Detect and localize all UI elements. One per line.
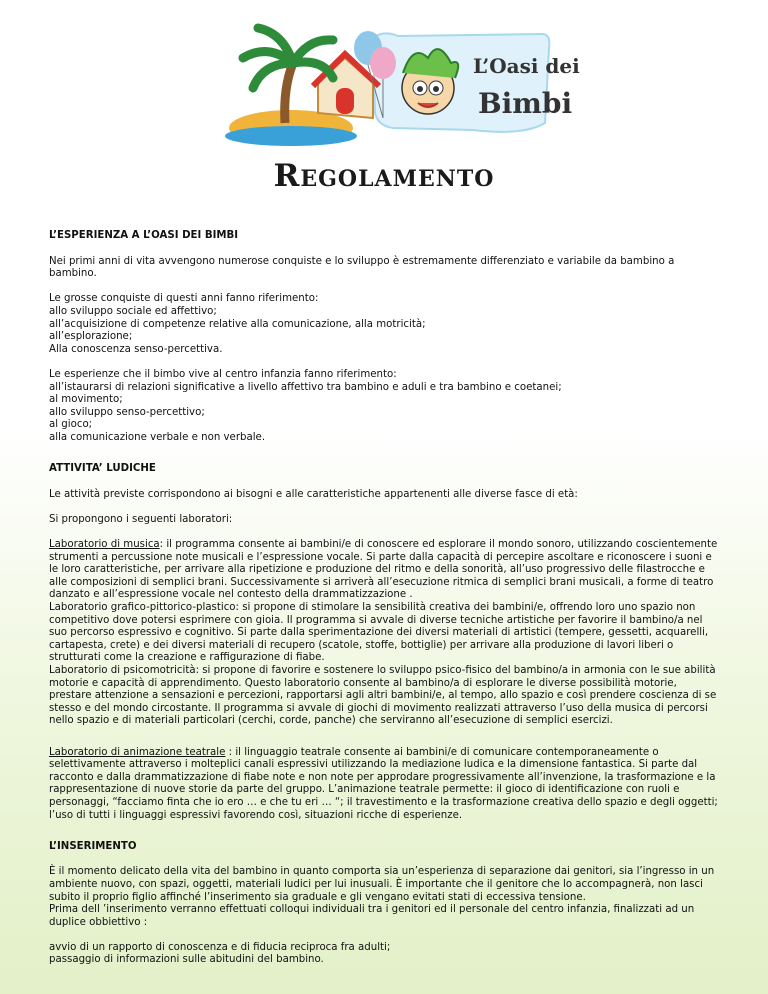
page-title: Regolamento (273, 158, 495, 194)
list-esperienze (49, 369, 721, 445)
list-line: alla comunicazione verbale e non verbale. (49, 431, 266, 443)
lab-grafico-text: Laboratorio grafico-pittorico-plastico: si propone di stimolare la sensibilità creativa dei bambini/e, offrendo loro uno spazio non competitivo dove potersi esprimere con gioia. Il programma si avvale di diverse tecniche artistiche per favorire il bambino/a nel suo percorso espressivo e cognitivo. Si parte dalla sperimentazione dei diversi materiali di artistici (tempere, gessetti, acquarelli, cartapesta, crete) e dei diversi materiali di recupero (scatole, stoffe, bottiglie) per arrivare alla produzione di lavori liberi o strutturati come la creazione e raffigurazione di fiabe. (49, 602, 709, 664)
inserimento-text2: Prima dell ’inserimento verranno effettuati colloqui individuali tra i genitori ed il personale del centro infanzia, finalizzati ad un duplice obbiettivo : (49, 904, 695, 928)
paragraph-intro: Nei primi anni di vita avvengono numerose conquiste e lo sviluppo è estremamente differenziato e variabile da bambino a bambino. (49, 255, 675, 280)
list-conquiste (49, 293, 721, 356)
paragraph-inserimento (49, 866, 721, 929)
inserimento-text: È il momento delicato della vita del bambino in quanto comporta sia un’esperienza di separazione dai genitori, sia l’ingresso in un ambiente nuovo, con spazi, oggetti, materiali ludici per lui inusuali. È importante che il genitore che lo accompagnerà, non lasci subito il proprio figlio affinché l’inserimento sia graduale e gli vengano evitati stati di eccessiva tensione. (49, 866, 715, 903)
list-line: avvio di un rapporto di conoscenza e di fiducia reciproca fra adulti; (49, 941, 391, 953)
logo-text-line1: L’Oasi dei (473, 54, 580, 78)
list-line: Le esperienze che il bimbo vive al centro infanzia fanno riferimento: (49, 368, 397, 380)
lab-psico-text: Laboratorio di psicomotricità: si propone di favorire e sostenere lo sviluppo psico-fisico del bambino/a in armonia con le sue abilità motorie e capacità di apprendimento. Questo laboratorio consente al bambino/a di esplorare le diverse possibilità motorie, prestare attenzione a sensazioni e percezioni, rapportarsi agli altri bambini/e, al tempo, allo spazio e così prendere coscienza di se stesso e del mondo circostante. Il programma si avvale di giochi di movimento realizzati attraverso l’uso della musica di percorsi nello spazio e di materiali particolari (cerchi, corde, panche) che serviranno all’esecuzione di semplici esercizi. (49, 665, 717, 727)
lab-musica-title: Laboratorio di musica (49, 539, 160, 551)
list-line: allo sviluppo senso-percettivo; (49, 406, 205, 418)
document-body (49, 230, 721, 980)
paragraph-laboratori (49, 539, 721, 728)
list-line: all’acquisizione di competenze relative alla comunicazione, alla motricità; (49, 318, 426, 330)
section-heading-attivita: ATTIVITA’ LUDICHE (49, 463, 156, 475)
header (0, 0, 768, 215)
logo-text-line2: Bimbi (478, 87, 573, 120)
list-obbiettivi (49, 942, 721, 967)
list-line: al movimento; (49, 394, 123, 406)
list-line: al gioco; (49, 419, 93, 431)
lab-teatro-title: Laboratorio di animazione teatrale (49, 746, 226, 758)
section-heading-inserimento: L’INSERIMENTO (49, 840, 137, 852)
paragraph-teatro (49, 747, 721, 823)
lab-teatro-text: : il linguaggio teatrale consente ai bambini/e di comunicare contemporaneamente o selettivamente attraverso i molteplici canali espressivi utilizzando la mediazione ludica e la dimensione fantastica. Si parte dal racconto e dalla drammatizzazione di fiabe note e non note per approdare progressivamente all’invenzione, la trasformazione e la rappresentazione di nuove storie da parte del gruppo. L’animazione teatrale permette: il gioco di identificazione con ruoli e personaggi, “facciamo finta che io ero … e che tu eri … “; il travestimento e la trasformazione creativa dello spazio e degli oggetti; l’uso di tutti i linguaggi espressivi favorendo così, situazioni ricche di esperienze. (49, 746, 718, 821)
oasi-dei-bimbi-logo (223, 18, 580, 148)
list-line: passaggio di informazioni sulle abitudini del bambino. (49, 954, 324, 966)
lab-musica-text: : il programma consente ai bambini/e di conoscere ed esplorare il mondo sonoro, utilizzando coscientemente strumenti a percussione note musicali e l’espressione vocale. Si parte dalla capacità di percepire ascoltare e riconoscere i suoni e le loro caratteristiche, per arrivare alla ripetizione e produzione del ritmo e della sonorità, all’uso progressivo delle filastrocche e alle composizioni di semplici brani. Successivamente si arriverà all’esecuzione ritmica di semplici brani musicali, a forme di teatro danzato e all’espressione vocale nel contesto della drammatizzazione . (49, 539, 718, 601)
paragraph-attivita-intro: Le attività previste corrispondono ai bisogni e alle caratteristiche appartenenti alle diverse fasce di età: (49, 488, 578, 500)
list-line: all’esplorazione; (49, 331, 133, 343)
list-line: Le grosse conquiste di questi anni fanno riferimento: (49, 293, 319, 305)
paragraph-laboratori-intro: Si propongono i seguenti laboratori: (49, 513, 233, 525)
list-line: Alla conoscenza senso-percettiva. (49, 343, 223, 355)
section-heading-esperienza: L’ESPERIENZA A L’OASI DEI BIMBI (49, 230, 239, 241)
list-line: all’istaurarsi di relazioni significative a livello affettivo tra bambino e aduli e tra bambino e coetanei; (49, 381, 562, 393)
list-line: allo sviluppo sociale ed affettivo; (49, 305, 217, 317)
